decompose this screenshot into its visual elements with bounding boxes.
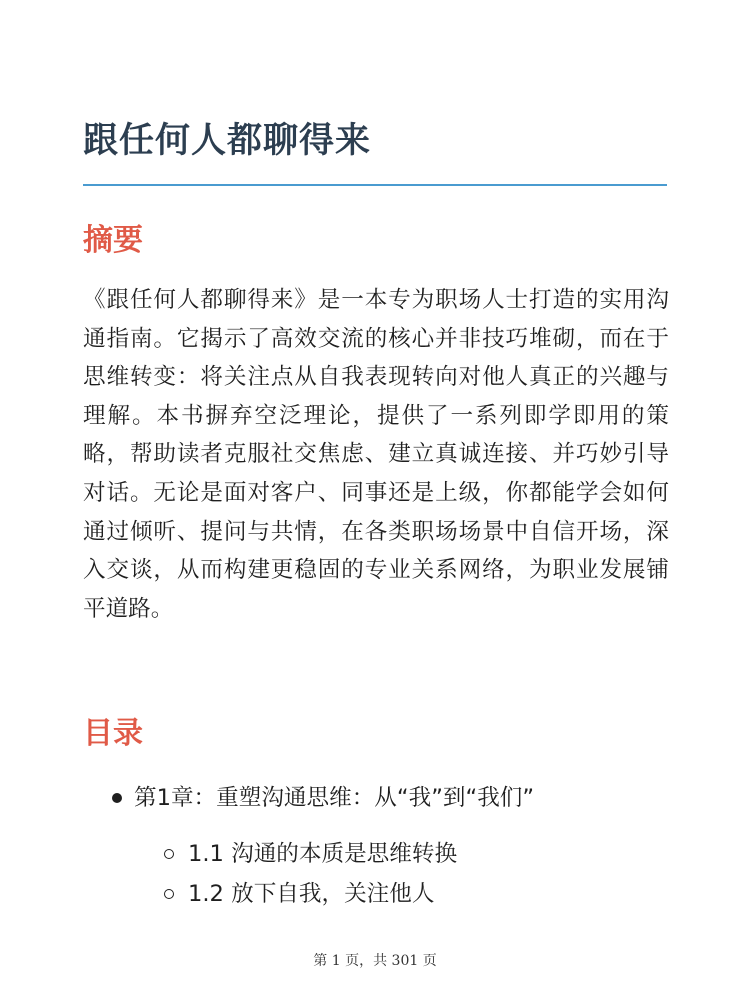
toc-heading: 目录 (83, 716, 143, 751)
title-divider (83, 184, 667, 186)
toc-section-1-2[interactable]: 1.2 放下自我，关注他人 (188, 881, 435, 907)
document-title: 跟任何人都聊得来 (83, 121, 372, 161)
summary-heading: 摘要 (83, 223, 143, 258)
bullet-circle-icon (164, 889, 174, 899)
bullet-circle-icon (164, 849, 174, 859)
page-footer: 第 1 页，共 301 页 (313, 953, 437, 969)
toc-chapter-1[interactable]: 第1章：重塑沟通思维：从“我”到“我们” (134, 785, 535, 811)
summary-paragraph: 《跟任何人都聊得来》是一本专为职场人士打造的实用沟通指南。它揭示了高效交流的核心并非技巧堆砌，而在于思维转变：将关注点从自我表现转向对他人真正的兴趣与理解。本书摒弃空泛理论，提供了一系列即学即用的策略，帮助读者克服社交焦虑、建立真诚连接、并巧妙引导对话。无论是面对客户、同事还是上级，你都能学会如何通过倾听、提问与共情，在各类职场场景中自信开场，深入交谈，从而构建更稳固的专业关系网络，为职业发展铺平道路。 (83, 287, 669, 622)
bullet-disc-icon (112, 793, 122, 803)
toc-section-1-1[interactable]: 1.1 沟通的本质是思维转换 (188, 841, 458, 867)
